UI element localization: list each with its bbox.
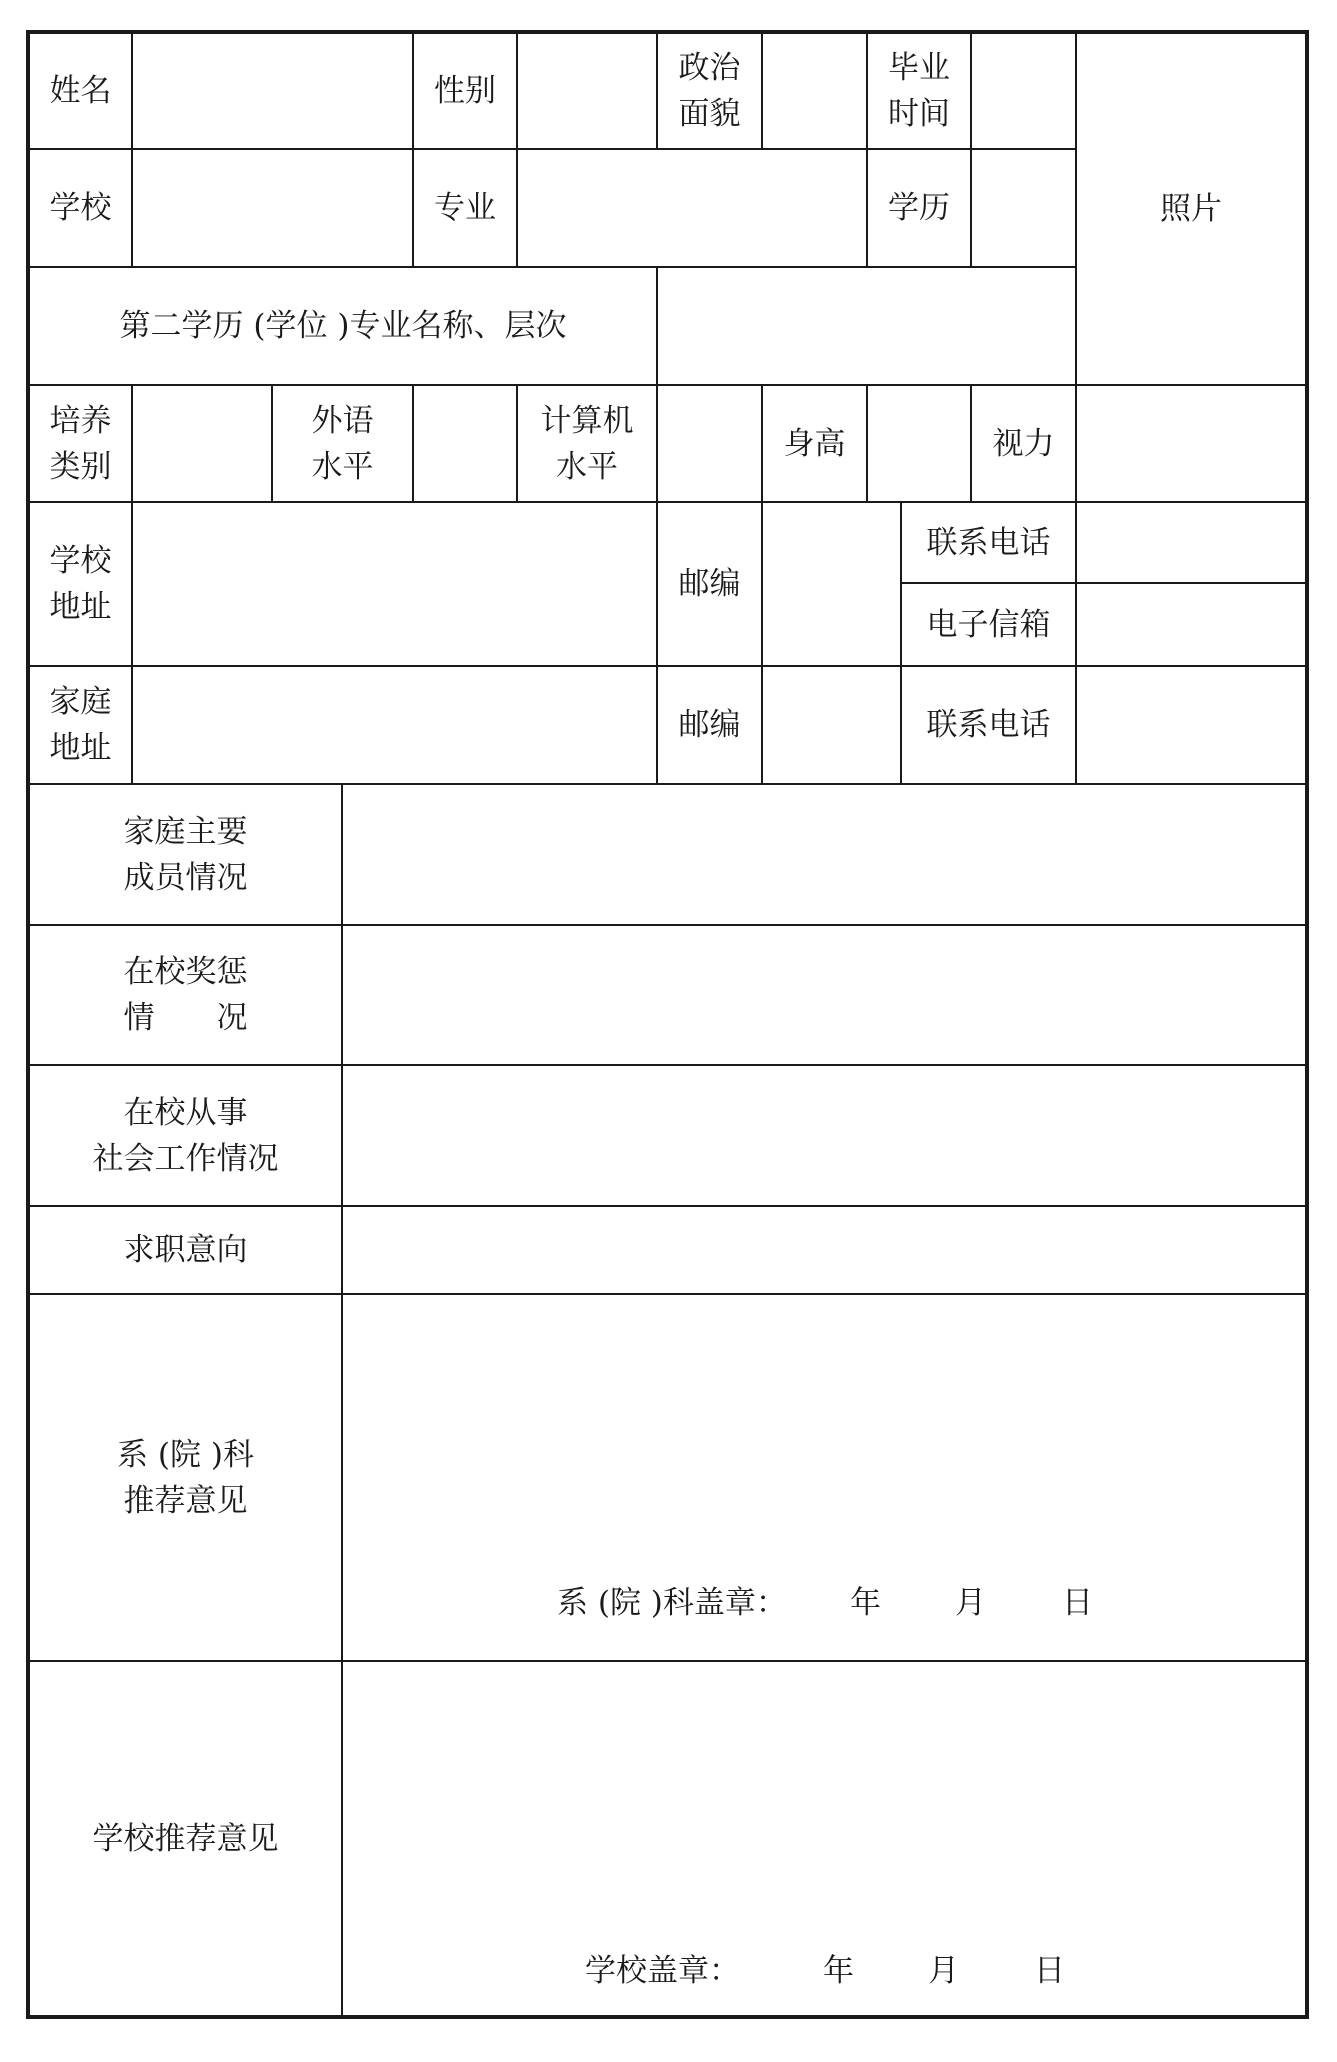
height-field[interactable] xyxy=(868,386,970,501)
school-stamp-year: 年 xyxy=(823,1953,854,1989)
training-type-label: 培养 类别 xyxy=(49,402,112,485)
home-address-field[interactable] xyxy=(133,667,656,783)
school-address-label: 学校 地址 xyxy=(49,543,112,625)
department-stamp-month: 月 xyxy=(955,1585,986,1621)
computer-level-label: 计算机 水平 xyxy=(540,402,634,485)
email-label: 电子信箱 xyxy=(926,606,1051,643)
school-postcode-label: 邮编 xyxy=(678,566,741,602)
school-phone-field[interactable] xyxy=(1077,503,1305,582)
social-work-field[interactable] xyxy=(343,1066,1305,1205)
frame-right xyxy=(1305,30,1309,2019)
vision-label: 视力 xyxy=(992,425,1055,462)
second-degree-field[interactable] xyxy=(658,268,1075,384)
job-intent-label: 求职意向 xyxy=(123,1232,248,1268)
home-phone-field[interactable] xyxy=(1077,667,1305,783)
family-members-field[interactable] xyxy=(343,785,1305,924)
home-postcode-field[interactable] xyxy=(763,667,900,783)
department-stamp-label: 系 (院 )科盖章： xyxy=(557,1585,787,1621)
email-field[interactable] xyxy=(1077,584,1305,665)
photo-box[interactable]: 照片 xyxy=(1160,191,1222,227)
department-recommendation-field[interactable] xyxy=(343,1295,1305,1660)
school-field[interactable] xyxy=(133,150,412,266)
home-phone-label: 联系电话 xyxy=(926,707,1051,743)
foreign-language-field[interactable] xyxy=(414,386,516,501)
school-stamp-label: 学校盖章： xyxy=(585,1953,740,1989)
home-postcode-label: 邮编 xyxy=(678,707,741,743)
major-field[interactable] xyxy=(518,150,866,266)
name-field[interactable] xyxy=(133,34,412,148)
frame-bottom xyxy=(26,2015,1309,2019)
height-label: 身高 xyxy=(783,425,846,462)
training-type-field[interactable] xyxy=(133,386,271,501)
degree-label: 学历 xyxy=(888,190,950,226)
computer-level-field[interactable] xyxy=(658,386,761,501)
major-label: 专业 xyxy=(434,190,496,226)
school-address-field[interactable] xyxy=(133,503,656,665)
degree-field[interactable] xyxy=(972,150,1075,266)
vision-field[interactable] xyxy=(1077,386,1305,501)
social-work-label: 在校从事 社会工作情况 xyxy=(92,1094,279,1177)
second-degree-label: 第二学历 (学位 )专业名称、层次 xyxy=(119,308,567,344)
graduation-time-field[interactable] xyxy=(972,34,1075,148)
foreign-language-label: 外语 水平 xyxy=(311,402,374,485)
school-recommendation-label: 学校推荐意见 xyxy=(92,1820,279,1857)
political-status-field[interactable] xyxy=(763,34,866,148)
school-stamp-day: 日 xyxy=(1034,1953,1065,1989)
gender-field[interactable] xyxy=(518,34,656,148)
gender-label: 性别 xyxy=(434,73,496,109)
home-address-label: 家庭 地址 xyxy=(49,684,112,766)
awards-label: 在校奖惩 情 况 xyxy=(123,954,248,1036)
awards-field[interactable] xyxy=(343,926,1305,1064)
school-postcode-field[interactable] xyxy=(763,503,900,665)
department-stamp-day: 日 xyxy=(1062,1585,1093,1621)
department-recommendation-label: 系 (院 )科 推荐意见 xyxy=(117,1436,254,1519)
graduation-time-label: 毕业 时间 xyxy=(888,50,950,132)
school-stamp-month: 月 xyxy=(928,1953,959,1989)
school-phone-label: 联系电话 xyxy=(926,524,1051,561)
school-label: 学校 xyxy=(49,190,112,226)
political-status-label: 政治 面貌 xyxy=(678,50,741,132)
family-members-label: 家庭主要 成员情况 xyxy=(123,813,248,896)
name-label: 姓名 xyxy=(49,73,112,109)
job-intent-field[interactable] xyxy=(343,1207,1305,1293)
department-stamp-year: 年 xyxy=(850,1585,881,1621)
